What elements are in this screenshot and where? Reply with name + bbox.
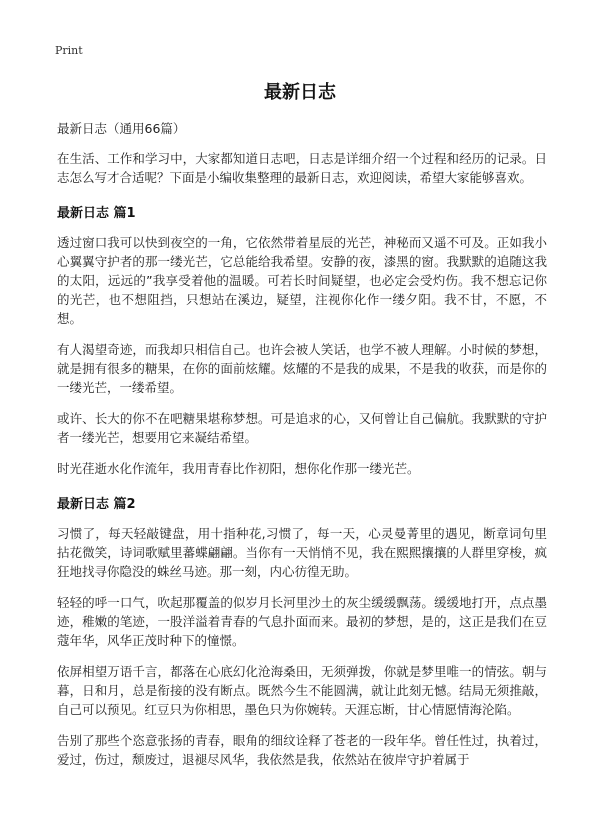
article-subtitle: 最新日志（通用66篇） bbox=[57, 121, 186, 136]
section-paragraph: 习惯了，每天轻敲键盘，用十指种花,习惯了，每一天，心灵曼菁里的遇见，断章词句里拈花微笑，诗词歌赋里蕃蝶翩翩。当你有一天悄悄不见，我在熙熙攘攘的人群里穿梭，疯狂地找寻你隐没的蛛丝马迹。那一刻，内心彷徨无助。 bbox=[57, 526, 547, 579]
section-paragraph: 依屏相望万语千言，都落在心底幻化沧海桑田，无须弹拨，你就是梦里唯一的情弦。朝与暮，日和月，总是衔接的没有断点。既然今生不能圆满，就让此刻无憾。结局无须推敲，自己可以预见。红豆只为你相思，墨色只为你婉转。天涯忘断，甘心情愿情海沦陷。 bbox=[57, 664, 547, 717]
section-heading: 最新日志 篇1 bbox=[57, 206, 136, 221]
section-paragraph: 告别了那些个恣意张扬的青春，眼角的细纹诠释了苍老的一段年华。曾任性过，执着过，爱过，伤过，颓废过，退褪尽风华，我依然是我，依然站在彼岸守护着属于 bbox=[57, 733, 547, 767]
section-paragraph: 或许、长大的你不在吧糖果堪称梦想。可是追求的心，又何曾让自己偏航。我默默的守护者一缕光芒，想要用它来凝结希望。 bbox=[57, 411, 547, 445]
article-body bbox=[57, 120, 547, 781]
section-heading: 最新日志 篇2 bbox=[57, 497, 136, 512]
section-paragraph: 时光荏逝水化作流年，我用青春比作初阳，想你化作那一缕光芒。 bbox=[57, 461, 420, 476]
section-2 bbox=[57, 496, 547, 769]
section-paragraph: 透过窗口我可以快到夜空的一角，它依然带着星辰的光芒，神秘而又遥不可及。正如我小心翼翼守护者的那一缕光芒，它总能给我希望。安静的夜，漆黑的窗。我默默的追随这我的太阳，远远的”我享受着他的温暖。可若长时间疑望，也必定会受灼伤。我不想忘记你的光芒，也不想阻挡，只想站在溪边，疑望，注视你化作一缕夕阳。我不甘，不愿，不想。 bbox=[57, 235, 547, 326]
section-paragraph: 有人渴望奇迹，而我却只相信自己。也许会被人笑话，也学不被人理解。小时候的梦想，就是拥有很多的糖果，在你的面前炫耀。炫耀的不是我的成果，不是我的收获，而是你的一缕光芒，一缕希望。 bbox=[57, 342, 547, 395]
section-1 bbox=[57, 205, 547, 478]
print-link[interactable]: Print bbox=[55, 44, 83, 57]
page-title: 最新日志 bbox=[264, 82, 336, 103]
section-paragraph: 轻轻的呼一口气，吹起那覆盖的似岁月长河里沙土的灰尘缓缓飘荡。缓缓地打开，点点墨迹，稚嫩的笔迹，一股洋溢着青春的气息扑面而来。最初的梦想，是的，这正是我们在豆蔻年华，风华正茂时种下的憧憬。 bbox=[57, 595, 547, 648]
intro-paragraph: 在生活、工作和学习中，大家都知道日志吧，日志是详细介绍一个过程和经历的记录。日志怎么写才合适呢？下面是小编收集整理的最新日志，欢迎阅读，希望大家能够喜欢。 bbox=[57, 151, 547, 185]
